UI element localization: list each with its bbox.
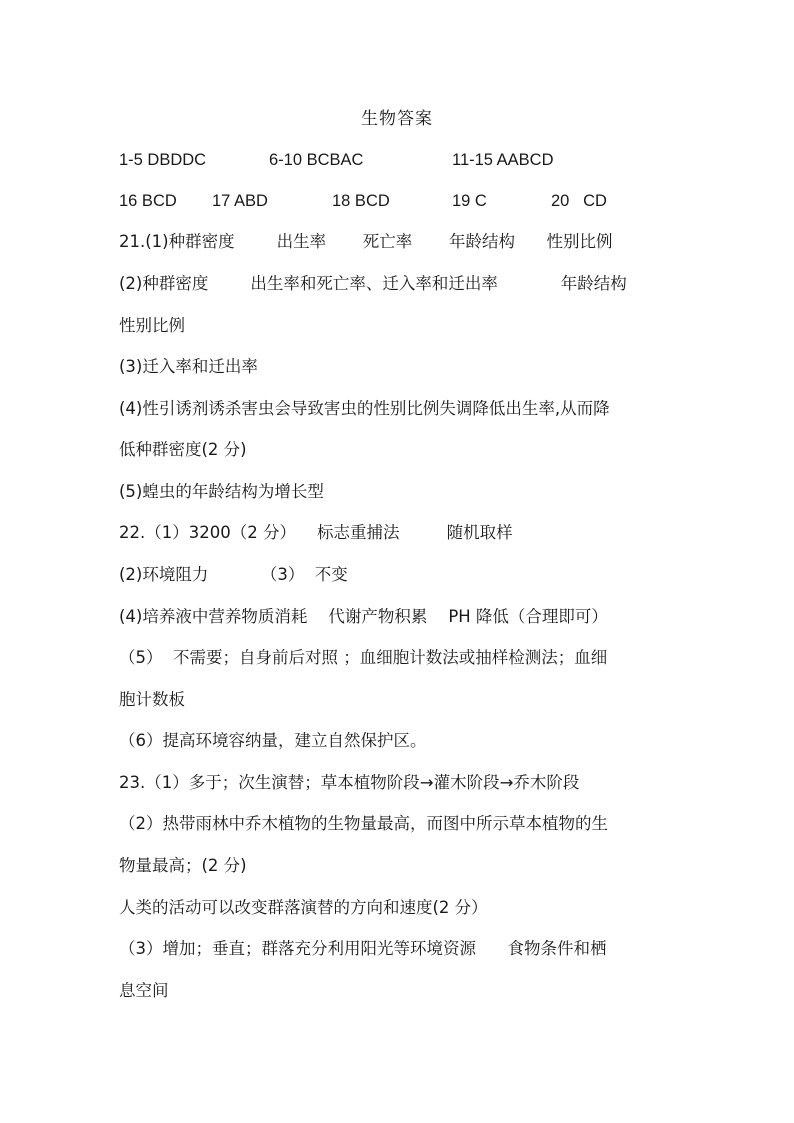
answer-line: 人类的活动可以改变群落演替的方向和速度(2 分） [119, 898, 488, 917]
answer-line: 胞计数板 [119, 690, 185, 709]
mc-answer-19: 19 C [452, 192, 487, 210]
mc-answer-20: 20 CD [551, 192, 607, 210]
mc-answer-17: 17 ABD [212, 192, 268, 210]
mc-answer-18: 18 BCD [332, 192, 390, 210]
page-title: 生物答案 [361, 109, 433, 129]
answer-line: 物量最高；(2 分) [119, 856, 247, 875]
answer-line: 息空间 [119, 981, 169, 1000]
answer-line: 22.（1）3200（2 分） 标志重捕法 随机取样 [119, 523, 513, 542]
mc-answer-1-5: 1-5 DBDDC [119, 151, 207, 169]
answer-line: （5） 不需要；自身前后对照 ；血细胞计数法或抽样检测法；血细 [119, 648, 608, 667]
answer-line: （2）热带雨林中乔木植物的生物量最高，而图中所示草本植物的生 [119, 814, 608, 833]
answer-line: (4)培养液中营养物质消耗 代谢产物积累 PH 降低（合理即可） [119, 607, 608, 626]
answer-line: (2)种群密度 出生率和死亡率、迁入率和迁出率 年龄结构 [119, 274, 627, 293]
answer-line: (2)环境阻力 （3） 不变 [119, 565, 348, 584]
answer-line: (4)性引诱剂诱杀害虫会导致害虫的性别比例失调降低出生率,从而降 [119, 399, 610, 418]
answer-line: 低种群密度(2 分) [119, 440, 247, 459]
answer-line: 性别比例 [119, 316, 185, 335]
mc-answer-11-15: 11-15 AABCD [452, 151, 554, 169]
answer-line: （3）增加；垂直；群落充分利用阳光等环境资源 食物条件和栖 [119, 939, 607, 958]
answer-line: (5)蝗虫的年龄结构为增长型 [119, 482, 324, 501]
mc-answer-6-10: 6-10 BCBAC [269, 151, 364, 169]
mc-answer-16: 16 BCD [119, 192, 177, 210]
answer-line: （6）提高环境容纳量，建立自然保护区。 [119, 731, 427, 750]
answer-line: 23.（1）多于；次生演替；草本植物阶段→灌木阶段→乔木阶段 [119, 773, 580, 792]
answer-line: (3)迁入率和迁出率 [119, 357, 258, 376]
answer-line: 21.(1)种群密度 出生率 死亡率 年龄结构 性别比例 [119, 232, 613, 251]
